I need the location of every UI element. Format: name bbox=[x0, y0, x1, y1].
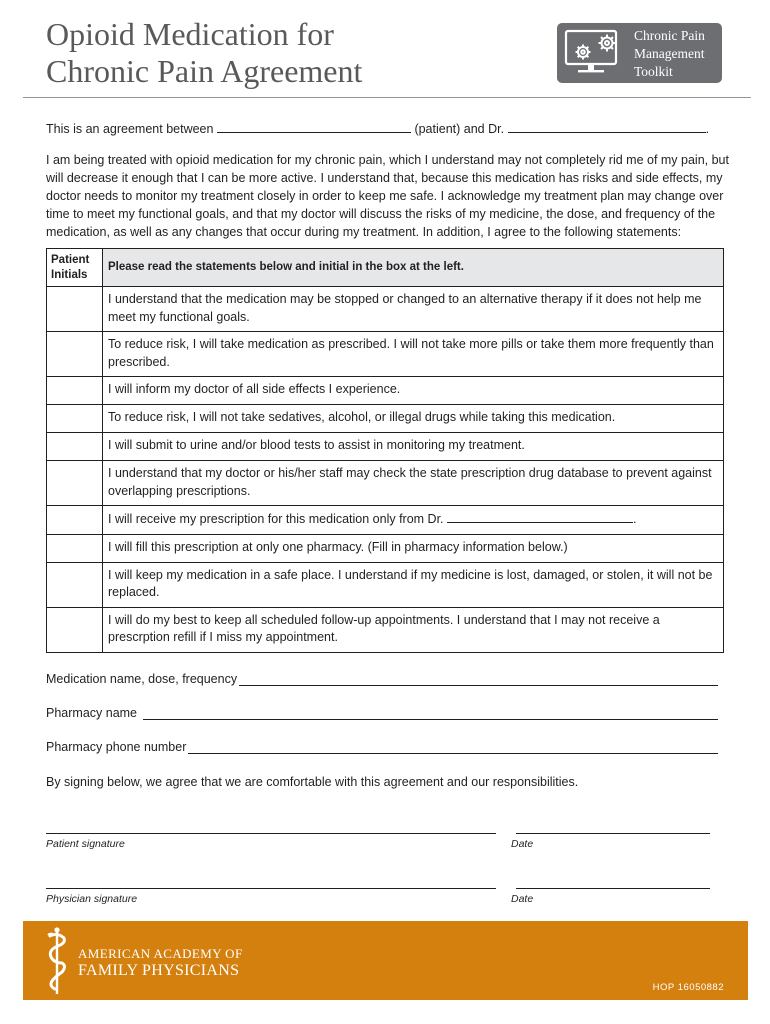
page-title bbox=[46, 16, 362, 90]
title-line-1: Opioid Medication for bbox=[46, 16, 334, 52]
table-header-row bbox=[47, 249, 724, 287]
table-row bbox=[47, 534, 724, 562]
initials-header-line-2: Initials bbox=[51, 268, 88, 281]
physician-signature-line[interactable] bbox=[46, 888, 496, 889]
header-divider bbox=[23, 97, 751, 98]
footer-banner bbox=[23, 921, 748, 1000]
patient-name-blank[interactable] bbox=[217, 120, 411, 133]
patient-signature-label: Patient signature bbox=[46, 838, 125, 850]
initials-box[interactable] bbox=[47, 287, 103, 332]
initials-box[interactable] bbox=[47, 433, 103, 461]
statement-text bbox=[103, 506, 724, 535]
toolkit-line-1: Chronic Pain bbox=[634, 28, 705, 43]
agreement-sentence bbox=[46, 120, 709, 136]
table-row bbox=[47, 377, 724, 405]
agreement-patient-suffix: (patient) and Dr. bbox=[414, 122, 505, 136]
pharmacy-name-label: Pharmacy name bbox=[46, 706, 138, 720]
toolkit-label bbox=[634, 27, 720, 81]
pharmacy-name-field bbox=[46, 706, 718, 720]
computer-gears-icon bbox=[563, 28, 627, 80]
statement-text: To reduce risk, I will not take sedatives, alcohol, or illegal drugs while taking this medication. bbox=[103, 405, 724, 433]
medication-input-line[interactable] bbox=[239, 673, 718, 686]
table-row bbox=[47, 287, 724, 332]
statement-text: To reduce risk, I will take medication as prescribed. I will not take more pills or take them more frequently than prescribed. bbox=[103, 332, 724, 377]
doctor-name-blank[interactable] bbox=[508, 120, 706, 133]
statement-text: I understand that the medication may be stopped or changed to an alternative therapy if it does not help me meet my functional goals. bbox=[103, 287, 724, 332]
initials-box[interactable] bbox=[47, 461, 103, 506]
initials-box[interactable] bbox=[47, 534, 103, 562]
form-code: HOP 16050882 bbox=[652, 982, 724, 993]
table-row bbox=[47, 607, 724, 652]
initials-column-header bbox=[47, 249, 103, 287]
intro-paragraph: I am being treated with opioid medication for my chronic pain, which I understand may not completely rid me of my pain, but will decrease it enough that I can be more active. I understand that, because this medication has risks and side effects, my doctor needs to monitor my treatment closely in order to keep me safe. I acknowledge my treatment plan may change over time to meet my functional goals, and that my doctor will discuss the risks of my medicine, the dose, and frequency of the medication, as well as any changes that occur during my treatment. In addition, I agree to the following statements: bbox=[46, 153, 729, 239]
pharmacy-phone-label: Pharmacy phone number bbox=[46, 740, 187, 754]
physician-signature-label: Physician signature bbox=[46, 893, 138, 905]
medication-label: Medication name, dose, frequency bbox=[46, 672, 238, 686]
patient-date-line[interactable] bbox=[516, 833, 710, 834]
toolkit-line-2: Management bbox=[634, 46, 705, 61]
pharmacy-phone-field bbox=[46, 740, 718, 754]
statement-text: I will submit to urine and/or blood tests to assist in monitoring my treatment. bbox=[103, 433, 724, 461]
initials-box[interactable] bbox=[47, 562, 103, 607]
initials-box[interactable] bbox=[47, 332, 103, 377]
medication-field bbox=[46, 672, 718, 686]
statement-prescriber-text: I will receive my prescription for this medication only from Dr. bbox=[108, 512, 444, 526]
table-row bbox=[47, 461, 724, 506]
table-row bbox=[47, 332, 724, 377]
instructions-header: Please read the statements below and initial in the box at the left. bbox=[103, 249, 724, 287]
agreement-end: . bbox=[705, 122, 710, 136]
table-row bbox=[47, 506, 724, 535]
initials-header-line-1: Patient bbox=[51, 253, 90, 266]
aafp-line-2: FAMILY PHYSICIANS bbox=[78, 962, 240, 979]
physician-date-label: Date bbox=[511, 893, 534, 905]
signing-statement: By signing below, we agree that we are comfortable with this agreement and our responsibilities. bbox=[46, 775, 579, 789]
initials-box[interactable] bbox=[47, 405, 103, 433]
aafp-line-1: AMERICAN ACADEMY OF bbox=[78, 946, 243, 961]
pharmacy-name-input-line[interactable] bbox=[143, 707, 718, 720]
statement-text: I will inform my doctor of all side effects I experience. bbox=[103, 377, 724, 405]
pharmacy-phone-input-line[interactable] bbox=[188, 741, 718, 754]
statements-table bbox=[46, 248, 724, 653]
patient-date-label: Date bbox=[511, 838, 534, 850]
agreement-prefix: This is an agreement between bbox=[46, 122, 214, 136]
table-row bbox=[47, 433, 724, 461]
statement-text: I understand that my doctor or his/her staff may check the state prescription drug database to prevent against overlapping prescriptions. bbox=[103, 461, 724, 506]
toolkit-badge bbox=[557, 23, 722, 83]
initials-box[interactable] bbox=[47, 377, 103, 405]
statement-text: I will do my best to keep all scheduled follow-up appointments. I understand that I may not receive a prescrption refill if I miss my appointment. bbox=[103, 607, 724, 652]
title-line-2: Chronic Pain Agreement bbox=[46, 53, 363, 89]
table-row bbox=[47, 405, 724, 433]
physician-date-line[interactable] bbox=[516, 888, 710, 889]
table-row bbox=[47, 562, 724, 607]
statement-text: I will fill this prescription at only one pharmacy. (Fill in pharmacy information below.) bbox=[103, 534, 724, 562]
caduceus-icon bbox=[45, 926, 69, 996]
initials-box[interactable] bbox=[47, 506, 103, 535]
toolkit-line-3: Toolkit bbox=[634, 64, 673, 79]
statement-end: . bbox=[633, 512, 637, 526]
initials-box[interactable] bbox=[47, 607, 103, 652]
statement-text: I will keep my medication in a safe place. I understand if my medicine is lost, damaged, or stolen, it will not be replaced. bbox=[103, 562, 724, 607]
prescriber-name-blank[interactable] bbox=[447, 510, 633, 523]
patient-signature-line[interactable] bbox=[46, 833, 496, 834]
aafp-wordmark bbox=[78, 946, 243, 980]
